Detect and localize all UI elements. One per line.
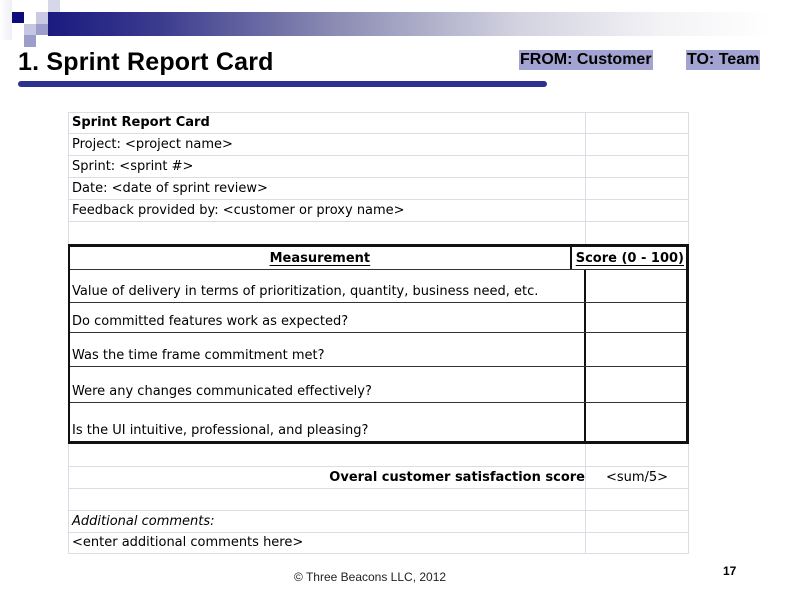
- overall-score-value[interactable]: <sum/5>: [586, 467, 689, 488]
- overall-score-row: [68, 467, 689, 489]
- comments-score-cell[interactable]: [586, 533, 689, 553]
- project-row: [68, 134, 689, 156]
- project-cell[interactable]: Project: <project name>: [68, 134, 586, 155]
- sheet-title-cell[interactable]: Sprint Report Card: [68, 113, 586, 133]
- spacer-row: [68, 444, 689, 467]
- overall-score-label: Overal customer satisfaction score: [68, 467, 586, 488]
- measurement-row: [70, 367, 686, 403]
- measurement-cell[interactable]: Do committed features work as expected?: [70, 303, 586, 332]
- decor-square-dark: [12, 12, 24, 23]
- copyright-footer: © Three Beacons LLC, 2012: [294, 570, 447, 584]
- to-label: TO: Team: [687, 51, 760, 68]
- score-cell[interactable]: [586, 403, 686, 441]
- measurement-row: [70, 333, 686, 367]
- date-cell[interactable]: Date: <date of sprint review>: [68, 178, 586, 199]
- blank-cell[interactable]: [68, 222, 586, 244]
- project-score-cell[interactable]: [586, 134, 689, 155]
- measurement-table: [68, 244, 689, 444]
- sheet-title-score-cell[interactable]: [586, 113, 689, 133]
- sprint-score-cell[interactable]: [586, 156, 689, 177]
- score-header: [572, 247, 686, 269]
- decor-square-light-mid: [36, 12, 48, 24]
- measurement-cell[interactable]: Is the UI intuitive, professional, and pleasing?: [70, 403, 586, 441]
- sprint-cell[interactable]: Sprint: <sprint #>: [68, 156, 586, 177]
- score-header-label: Score (0 - 100): [575, 251, 684, 266]
- score-cell[interactable]: [586, 303, 686, 332]
- date-score-cell[interactable]: [586, 178, 689, 199]
- from-label: FROM: Customer: [520, 51, 652, 68]
- comments-label-score-cell[interactable]: [586, 511, 689, 532]
- blank-row: [68, 222, 689, 244]
- measurement-header-row: [70, 247, 686, 270]
- feedback-cell[interactable]: Feedback provided by: <customer or proxy name>: [68, 200, 586, 221]
- measurement-cell[interactable]: Value of delivery in terms of prioritization, quantity, business need, etc.: [70, 270, 586, 302]
- spacer-cell[interactable]: [68, 444, 586, 466]
- decor-square-b: [36, 24, 48, 35]
- feedback-row: [68, 200, 689, 222]
- report-card-sheet: [68, 112, 689, 554]
- score-cell[interactable]: [586, 270, 686, 302]
- measurement-cell[interactable]: Were any changes communicated effectively?: [70, 367, 586, 402]
- spacer-cell[interactable]: [68, 489, 586, 510]
- feedback-score-cell[interactable]: [586, 200, 689, 221]
- spacer-score-cell[interactable]: [586, 444, 689, 466]
- measurement-row: [70, 403, 686, 441]
- spacer-row-2: [68, 489, 689, 511]
- spacer-score-cell[interactable]: [586, 489, 689, 510]
- decor-square-a: [24, 24, 36, 35]
- slide-title: 1. Sprint Report Card: [18, 48, 274, 76]
- measurement-row: [70, 270, 686, 303]
- date-row: [68, 178, 689, 200]
- title-underline-bar: [18, 81, 547, 87]
- header-gradient-bar: [48, 12, 770, 36]
- measurement-header-label: Measurement: [269, 251, 371, 266]
- comments-row: [68, 533, 689, 554]
- page-number: 17: [723, 564, 737, 578]
- measurement-cell[interactable]: Was the time frame commitment met?: [70, 333, 586, 366]
- score-cell[interactable]: [586, 367, 686, 402]
- decor-square-left-fade: [0, 0, 12, 40]
- comments-label: Additional comments:: [68, 511, 586, 532]
- blank-score-cell[interactable]: [586, 222, 689, 244]
- measurement-row: [70, 303, 686, 333]
- decor-square-c: [24, 35, 36, 47]
- measurement-header: [70, 247, 572, 269]
- sheet-title-row: [68, 112, 689, 134]
- sprint-row: [68, 156, 689, 178]
- comments-label-row: [68, 511, 689, 533]
- decor-square-light-top: [48, 0, 60, 12]
- score-cell[interactable]: [586, 333, 686, 366]
- comments-input[interactable]: <enter additional comments here>: [68, 533, 586, 553]
